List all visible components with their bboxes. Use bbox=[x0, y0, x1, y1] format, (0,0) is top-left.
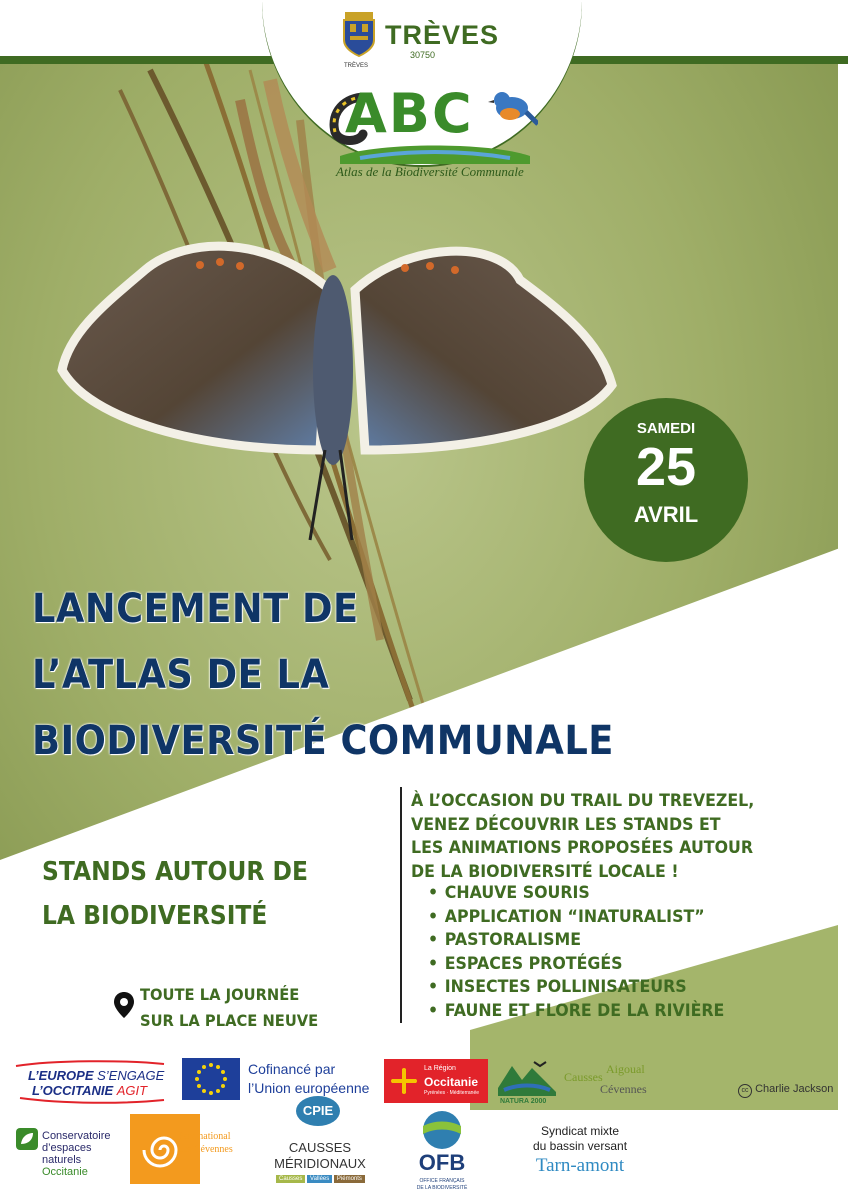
cpie-tags bbox=[276, 1176, 362, 1182]
cen-line-1: Conservatoire bbox=[42, 1130, 111, 1142]
region-small-label: La Région bbox=[424, 1065, 456, 1072]
europe-word-2: S’ENGAGE bbox=[97, 1068, 165, 1083]
map-pin-icon bbox=[114, 992, 134, 1018]
europe-word-1: L’EUROPE bbox=[28, 1068, 94, 1083]
abc-subtitle: Atlas de la Biodiversité Communale bbox=[336, 164, 524, 179]
natura-landscape-icon bbox=[498, 1058, 556, 1096]
location-line-2: SUR LA PLACE NEUVE bbox=[140, 1011, 319, 1030]
list-item: • CHAUVE SOURIS bbox=[428, 882, 724, 906]
cpie-tag: Causses bbox=[276, 1175, 305, 1183]
list-item: • PASTORALISME bbox=[428, 929, 724, 953]
cevennes-word: Cévennes bbox=[600, 1082, 647, 1096]
parc-line-2: des Cévennes bbox=[178, 1144, 233, 1155]
cpie-tag: Piémonts bbox=[334, 1175, 365, 1183]
causses-word: Causses bbox=[564, 1070, 603, 1084]
cen-occitanie-logo bbox=[16, 1128, 128, 1178]
list-item: • FAUNE ET FLORE DE LA RIVIÈRE bbox=[428, 1000, 724, 1024]
occitanie-word-2: AGIT bbox=[116, 1083, 148, 1098]
date-number: 25 bbox=[635, 437, 697, 497]
commune-name: TRÈVES bbox=[385, 20, 500, 50]
ofb-sub-2: DE LA BIODIVERSITÉ bbox=[416, 1185, 468, 1191]
photo-credit-name: Charlie Jackson bbox=[755, 1083, 834, 1095]
parc-text bbox=[178, 1130, 233, 1156]
syndicat-line-1: Syndicat mixte bbox=[540, 1124, 620, 1138]
stands-title-line-1: STANDS AUTOUR DE bbox=[42, 857, 308, 887]
location-line-1: TOUTE LA JOURNÉE bbox=[140, 985, 300, 1004]
date-month: AVRIL bbox=[633, 502, 699, 527]
cpie-badge: CPIE bbox=[296, 1096, 340, 1126]
intro-line: DE LA BIODIVERSITÉ LOCALE ! bbox=[411, 861, 679, 882]
eu-line-1: Cofinancé par bbox=[248, 1061, 336, 1077]
river-landscape-icon bbox=[340, 142, 530, 164]
stands-title bbox=[42, 850, 375, 938]
syndicat-line-3: Tarn-amont bbox=[535, 1155, 625, 1176]
bird-icon bbox=[488, 84, 538, 134]
region-occitanie-logo bbox=[384, 1059, 488, 1103]
ofb-name: OFB bbox=[418, 1150, 466, 1175]
natura-2000-logo bbox=[498, 1058, 556, 1108]
syndicat-tarn-amont-logo bbox=[510, 1124, 650, 1178]
eu-cofinance-text bbox=[248, 1060, 369, 1098]
coat-caption: TRÈVES bbox=[344, 63, 369, 69]
date-badge bbox=[584, 398, 748, 562]
headline-line-1: LANCEMENT DE bbox=[32, 586, 359, 632]
cpie-line-1: CAUSSES bbox=[288, 1140, 352, 1155]
divider-line bbox=[400, 787, 402, 1023]
stands-title-line-2: LA BIODIVERSITÉ bbox=[42, 901, 268, 931]
cen-leaf-icon bbox=[16, 1128, 38, 1150]
cen-line-2: d’espaces naturels bbox=[42, 1142, 92, 1166]
activities-list bbox=[428, 882, 724, 1023]
photo-credit bbox=[738, 1083, 833, 1098]
location-text bbox=[140, 982, 318, 1034]
ofb-logo bbox=[406, 1108, 478, 1194]
intro-text bbox=[411, 790, 811, 884]
cc-icon: cc bbox=[738, 1084, 752, 1098]
list-item: • ESPACES PROTÉGÉS bbox=[428, 953, 724, 977]
eu-flag-icon bbox=[182, 1058, 240, 1100]
headline-line-2: L’ATLAS DE LA bbox=[32, 652, 330, 698]
cpie-line-2: MÉRIDIONAUX bbox=[274, 1156, 366, 1171]
list-item: • INSECTES POLLINISATEURS bbox=[428, 976, 724, 1000]
cen-line-3: Occitanie bbox=[42, 1166, 88, 1178]
occitanie-word-1: L’OCCITANIE bbox=[32, 1083, 114, 1098]
date-day: SAMEDI bbox=[636, 420, 696, 437]
natura-label: NATURA 2000 bbox=[500, 1098, 547, 1105]
syndicat-line-2: du bassin versant bbox=[532, 1139, 628, 1153]
causses-aigoual-logo bbox=[562, 1058, 654, 1104]
region-sub: Pyrénées · Méditerranée bbox=[424, 1090, 480, 1096]
cpie-causses-logo bbox=[272, 1096, 368, 1192]
list-item: • APPLICATION “INATURALIST” bbox=[428, 906, 724, 930]
eu-line-2: l’Union européenne bbox=[248, 1080, 370, 1096]
ofb-sub-1: OFFICE FRANÇAIS bbox=[419, 1178, 465, 1184]
parc-line-1: Parc national bbox=[178, 1131, 231, 1142]
ofb-emblem-icon bbox=[420, 1110, 464, 1150]
headline-line-3: BIODIVERSITÉ COMMUNALE bbox=[32, 718, 614, 764]
intro-line: VENEZ DÉCOUVRIR LES STANDS ET bbox=[411, 814, 721, 835]
occitan-cross-icon bbox=[390, 1067, 418, 1095]
aigoual-word: Aigoual bbox=[606, 1062, 645, 1076]
abc-logo: ABC bbox=[345, 82, 474, 145]
intro-line: À L’OCCASION DU TRAIL DU TREVEZEL, bbox=[411, 791, 755, 811]
intro-line: LES ANIMATIONS PROPOSÉES AUTOUR bbox=[411, 838, 754, 858]
europe-occitanie-logo bbox=[14, 1060, 174, 1104]
coat-of-arms-icon bbox=[340, 10, 378, 58]
cpie-tag: Vallées bbox=[307, 1175, 332, 1183]
commune-postcode: 30750 bbox=[410, 50, 436, 60]
region-name: Occitanie bbox=[424, 1075, 479, 1089]
